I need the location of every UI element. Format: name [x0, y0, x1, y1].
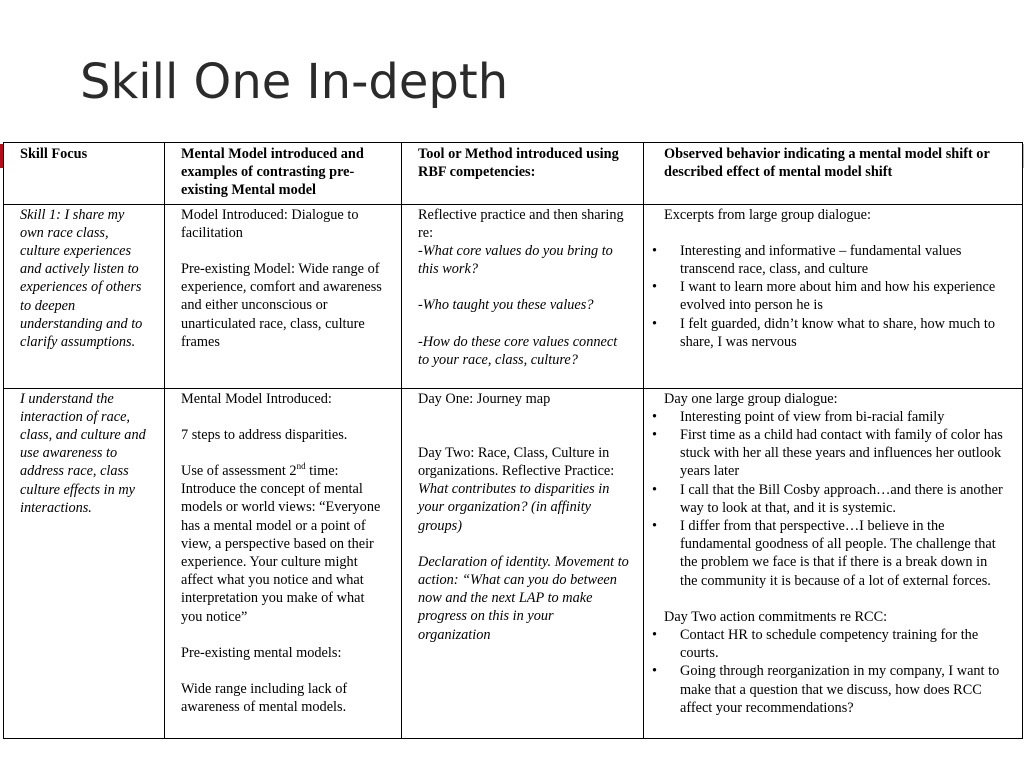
table-row — [4, 204, 1023, 388]
row2-mm-steps: 7 steps to address disparities. — [181, 426, 348, 443]
row1-observed-cell — [644, 204, 1023, 388]
header-tool-method: Tool or Method introduced using RBF competencies: — [402, 143, 644, 205]
row2-day-two-plain: Day Two: Race, Class, Culture in organizations. Reflective Practice: — [418, 444, 615, 480]
skill-table — [3, 142, 1023, 739]
row1-tool-question-1: -What core values do you bring to this work? — [418, 243, 613, 278]
row1-tool-intro: Reflective practice and then sharing re: — [418, 206, 624, 241]
row2-declaration: Declaration of identity. Movement to action: “What can you do between now and the next LAP to make progress on this in your organization — [418, 553, 629, 643]
row1-preexisting-model: Pre-existing Model: Wide range of experience, comfort and awareness and either unconscious or unarticulated race, class, culture frames — [181, 261, 382, 350]
table-header-row — [4, 143, 1023, 205]
row2-obs-day1-list — [664, 408, 1008, 590]
row2-model-cell — [165, 388, 402, 738]
row1-tool-question-3: -How do these core values connect to your race, class, culture? — [418, 333, 618, 368]
row1-skill-text: Skill 1: I share my own race class, culture experiences and actively listen to experiences of others to deepen understanding and to clarify assumptions. — [20, 206, 143, 351]
row2-day-two — [418, 444, 629, 535]
list-item: • I call that the Bill Cosby approach…and there is another way to look at that, and it is systemic. — [664, 481, 1008, 517]
list-item: • First time as a child had contact with family of color has stuck with her all these years and influences her outlook years later — [664, 426, 1008, 481]
list-item: • Going through reorganization in my company, I want to make that a question that we discuss, how does RCC affect your recommendations? — [664, 662, 1008, 717]
row2-obs-day2-list — [664, 626, 1008, 717]
row2-observed-cell — [644, 388, 1023, 738]
row2-mm-heading: Mental Model Introduced: — [181, 390, 332, 407]
row1-observed-intro: Excerpts from large group dialogue: — [664, 206, 871, 223]
row2-tool-cell — [402, 388, 644, 738]
row2-skill-text: I understand the interaction of race, class, and culture and use awareness to address race, class culture effects in my interactions. — [20, 390, 146, 516]
list-item: • Contact HR to schedule competency training for the courts. — [664, 626, 1008, 662]
row2-mm-pre-body: Wide range including lack of awareness of mental models. — [181, 681, 348, 716]
header-skill-focus: Skill Focus — [4, 143, 165, 205]
row2-mm-assess-sup: nd — [296, 461, 306, 472]
row1-tool-cell — [402, 204, 644, 388]
row1-skill-cell — [4, 204, 165, 388]
row2-day-one: Day One: Journey map — [418, 390, 551, 407]
header-observed-behavior: Observed behavior indicating a mental model shift or described effect of mental model shift — [644, 143, 1023, 205]
list-item: • I want to learn more about him and how his experience evolved into person he is — [664, 278, 1008, 314]
slide-title: Skill One In-depth — [80, 54, 509, 110]
row2-mm-pre-heading: Pre-existing mental models: — [181, 644, 342, 661]
list-item: • I differ from that perspective…I believe in the fundamental goodness of all people. The challenge that the problem we face is that if there is a break down in the community it is because of a lot of external forces. — [664, 517, 1008, 590]
row1-observed-list — [664, 242, 1008, 351]
row2-mm-assess-a: Use of assessment 2 — [181, 463, 297, 480]
row2-mm-assess-b: time: Introduce the concept of mental models or world views: “Everyone has a mental model or a point of view, a perspective based on their experience. Your culture might affect what you notice and what interpretation you make of what you notice” — [181, 463, 381, 625]
row1-model-cell — [165, 204, 402, 388]
header-mental-model: Mental Model introduced and examples of contrasting pre-existing Mental model — [165, 143, 402, 205]
row2-mm-assessment — [181, 462, 387, 626]
table-row — [4, 388, 1023, 738]
row2-day-two-italic: What contributes to disparities in your organization? (in affinity groups) — [418, 481, 610, 534]
list-item: • Interesting and informative – fundamental values transcend race, class, and culture — [664, 242, 1008, 278]
row1-tool-question-2: -Who taught you these values? — [418, 297, 594, 314]
list-item: • Interesting point of view from bi-racial family — [664, 408, 1008, 426]
list-item: • I felt guarded, didn’t know what to share, how much to share, I was nervous — [664, 315, 1008, 351]
row1-model-introduced: Model Introduced: Dialogue to facilitation — [181, 206, 359, 241]
row2-skill-cell — [4, 388, 165, 738]
row2-obs-day1-intro: Day one large group dialogue: — [664, 390, 838, 407]
row2-obs-day2-intro: Day Two action commitments re RCC: — [664, 608, 888, 625]
